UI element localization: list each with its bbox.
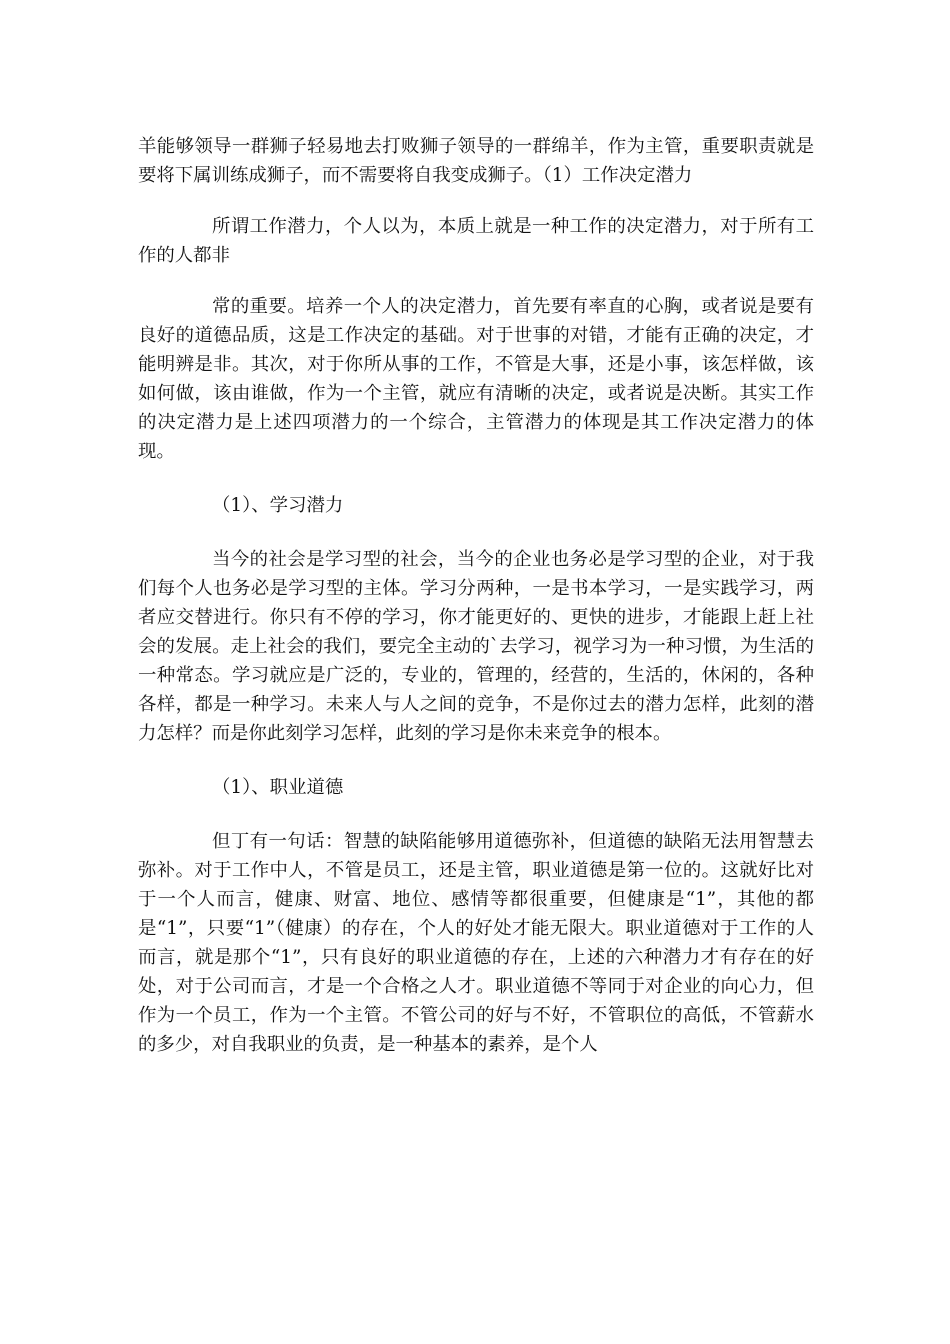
heading-professional-ethics: （1）、职业道德: [212, 777, 344, 798]
paragraph-learning: 当今的社会是学习型的社会，当今的企业也务必是学习型的企业，对于我们每个人也务必是学习型的主体。学习分两种，一是书本学习，一是实践学习，两者应交替进行。你只有不停的学习，你才能更好的、更快的进步，才能跟上赶上社会的发展。走上社会的我们，要完全主动的`去学习，视学习为一种习惯，为生活的一种常态。学习就应是广泛的，专业的，管理的，经营的，生活的，休闲的，各种各样，都是一种学习。未来人与人之间的竞争，不是你过去的潜力怎样，此刻的潜力怎样？而是你此刻学习怎样，此刻的学习是你未来竞争的根本。: [138, 549, 814, 744]
paragraph-ethics: 但丁有一句话：智慧的缺陷能够用道德弥补，但道德的缺陷无法用智慧去弥补。对于工作中人，不管是员工，还是主管，职业道德是第一位的。这就好比对于一个人而言，健康、财富、地位、感情等都很重要，但健康是“1”，其他的都是“1”，只要“1”（健康）的存在，个人的好处才能无限大。职业道德对于工作的人而言，就是那个“1”，只有良好的职业道德的存在，上述的六种潜力才有存在的好处，对于公司而言，才是一个合格之人才。职业道德不等同于对企业的向心力，但作为一个员工，作为一个主管。不管公司的好与不好，不管职位的高低，不管薪水的多少，对自我职业的负责，是一种基本的素养，是个人: [138, 831, 814, 1055]
paragraph-continuation: 羊能够领导一群狮子轻易地去打败狮子领导的一群绵羊，作为主管，重要职责就是要将下属训练成狮子，而不需要将自我变成狮子。（1）工作决定潜力: [138, 136, 814, 186]
paragraph-decision-ability: 常的重要。培养一个人的决定潜力，首先要有率直的心胸，或者说是要有良好的道德品质，这是工作决定的基础。对于世事的对错，才能有正确的决定，才能明辨是非。其次，对于你所从事的工作，不管是大事，还是小事，该怎样做，该如何做，该由谁做，作为一个主管，就应有清晰的决定，或者说是决断。其实工作的决定潜力是上述四项潜力的一个综合，主管潜力的体现是其工作决定潜力的体现。: [138, 296, 814, 462]
paragraph-work-decision: 所谓工作潜力，个人以为，本质上就是一种工作的决定潜力，对于所有工作的人都非: [138, 216, 814, 266]
heading-learning-ability: （1）、学习潜力: [212, 495, 344, 516]
document-page: [138, 132, 814, 1059]
